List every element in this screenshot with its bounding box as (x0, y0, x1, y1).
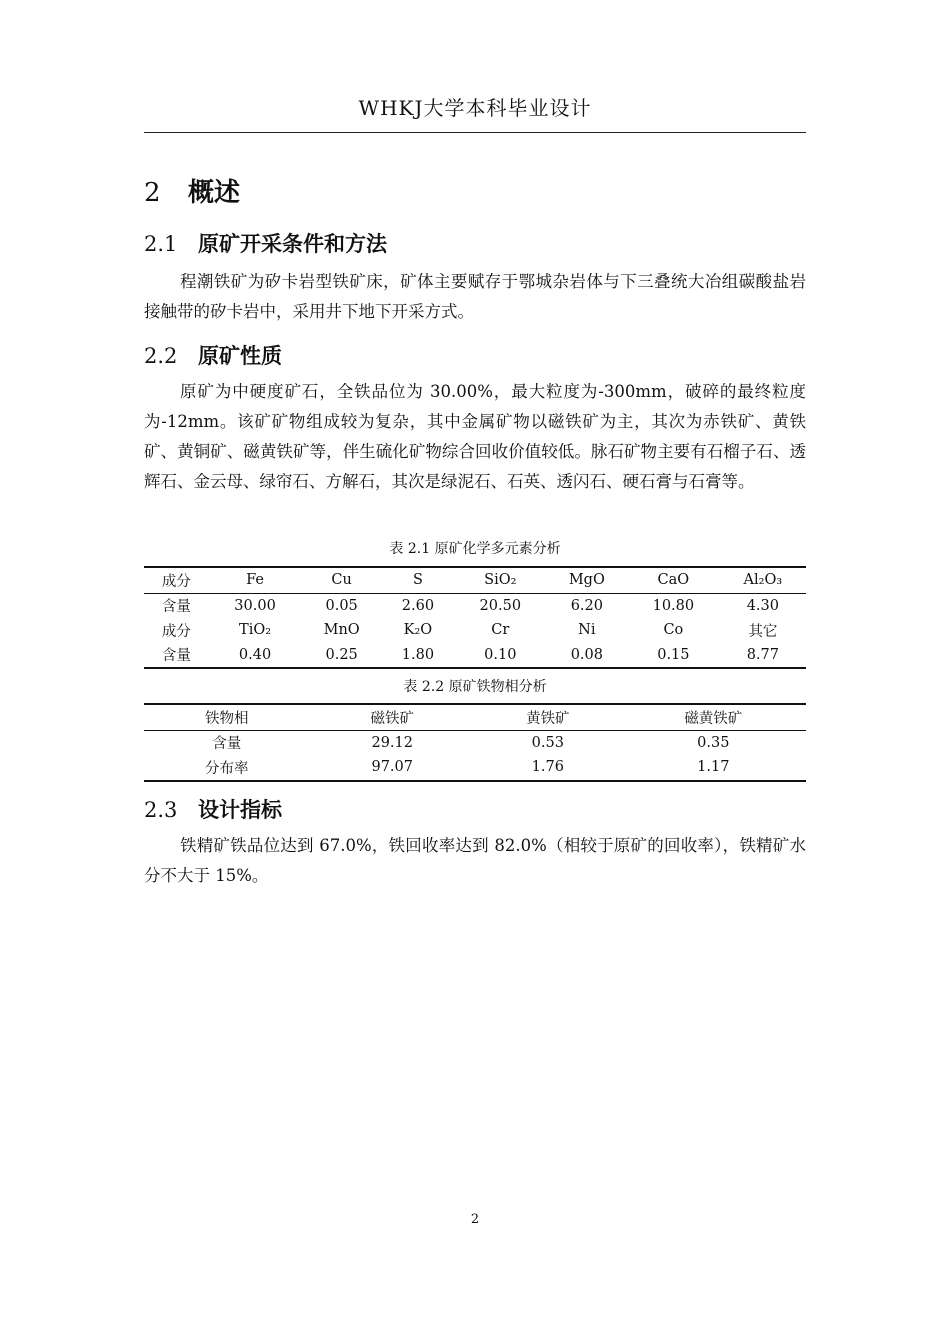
chapter-number: 2 (144, 178, 161, 208)
page-number: 2 (470, 1212, 480, 1227)
section-heading-2-3 (144, 794, 282, 824)
table-cell: Ni (578, 622, 596, 639)
table-cell: 成分 (161, 573, 191, 590)
section-2-2-paragraph: 原矿为中硬度矿石，全铁品位为 30.00%，最大粒度为-300mm，破碎的最终粒度为-12mm。该矿矿物组成较为复杂，其中金属矿物以磁铁矿为主，其次为赤铁矿、黄铁矿、黄铜矿、磁黄铁矿等，伴生硫化矿物综合回收价值较低。脉石矿物主要有石榴子石、透辉石、金云母、绿帘石、方解石，其次是绿泥石、石英、透闪石、硬石膏与石膏等。 (144, 382, 806, 491)
table-cell: 0.40 (238, 646, 272, 663)
section-title: 设计指标 (198, 798, 282, 822)
table-cell: 含量 (161, 648, 191, 665)
section-title: 原矿性质 (198, 344, 282, 368)
table-cell: MnO (323, 622, 360, 639)
section-title: 原矿开采条件和方法 (198, 232, 387, 256)
table-cell: 磁黄铁矿 (684, 710, 743, 727)
table-cell: Al₂O₃ (743, 572, 783, 589)
section-heading-2-1 (144, 228, 387, 258)
table-cell: 磁铁矿 (370, 710, 414, 727)
table-2-2 (144, 703, 806, 782)
table-cell: 29.12 (371, 734, 413, 751)
table-2-1 (144, 566, 806, 669)
table-2-2-caption: 表 2.2 原矿铁物相分析 (403, 679, 547, 695)
table-cell: 30.00 (234, 597, 276, 614)
table-row (144, 704, 806, 730)
table-cell: TiO₂ (239, 622, 272, 639)
table-row (144, 643, 806, 669)
table-cell: S (412, 572, 423, 589)
table-cell: 2.60 (401, 597, 435, 614)
table-cell: 含量 (161, 599, 191, 616)
table-cell: Cr (491, 622, 510, 639)
table-cell: CaO (657, 572, 690, 589)
table-cell: 分布率 (205, 760, 249, 777)
table-cell: 0.05 (325, 597, 358, 614)
table-cell: 20.50 (479, 597, 522, 614)
table-cell: 0.53 (531, 734, 564, 751)
table-cell: SiO₂ (484, 572, 517, 589)
table-row (144, 730, 806, 755)
table-cell: 黄铁矿 (526, 710, 570, 727)
section-heading-2-2 (144, 340, 282, 370)
section-number: 2.3 (144, 798, 178, 822)
table-cell: 4.30 (746, 597, 779, 614)
section-number: 2.2 (144, 344, 178, 368)
header-rule (144, 132, 806, 133)
table-cell: 10.80 (652, 597, 695, 614)
table-cell: 0.35 (697, 734, 730, 751)
table-2-1-caption: 表 2.1 原矿化学多元素分析 (389, 541, 561, 557)
section-2-3-paragraph: 铁精矿铁品位达到 67.0%，铁回收率达到 82.0%（相较于原矿的回收率），铁精矿水分不大于 15%。 (144, 836, 806, 885)
table-cell: 1.76 (531, 759, 564, 776)
table-cell: 6.20 (570, 597, 603, 614)
table-cell: 含量 (212, 736, 242, 753)
table-cell: Cu (331, 572, 352, 589)
table-row (144, 618, 806, 643)
table-cell: 8.77 (746, 646, 779, 663)
table-cell: 0.08 (570, 646, 603, 663)
table-cell: K₂O (403, 622, 433, 639)
table-cell: MgO (568, 572, 605, 589)
chapter-heading (144, 172, 240, 209)
table-cell: 其它 (748, 623, 778, 640)
chapter-title: 概述 (188, 178, 241, 208)
table-cell: 0.25 (325, 646, 358, 663)
table-cell: 0.10 (484, 646, 517, 663)
table-cell: 1.17 (697, 759, 730, 776)
section-2-1-paragraph: 程潮铁矿为矽卡岩型铁矿床，矿体主要赋存于鄂城杂岩体与下三叠统大冶组碳酸盐岩接触带的矽卡岩中，采用井下地下开采方式。 (144, 272, 806, 321)
table-cell: Co (663, 622, 684, 639)
table-cell: 1.80 (401, 646, 435, 663)
table-row (144, 593, 806, 618)
table-cell: 97.07 (371, 759, 413, 776)
section-number: 2.1 (144, 232, 178, 256)
table-row (144, 755, 806, 781)
table-cell: 成分 (161, 623, 191, 640)
table-cell: Fe (246, 572, 264, 589)
table-cell: 铁物相 (205, 710, 249, 727)
page-header: WHKJ大学本科毕业设计 (358, 96, 592, 120)
table-row (144, 567, 806, 593)
table-cell: 0.15 (657, 646, 690, 663)
